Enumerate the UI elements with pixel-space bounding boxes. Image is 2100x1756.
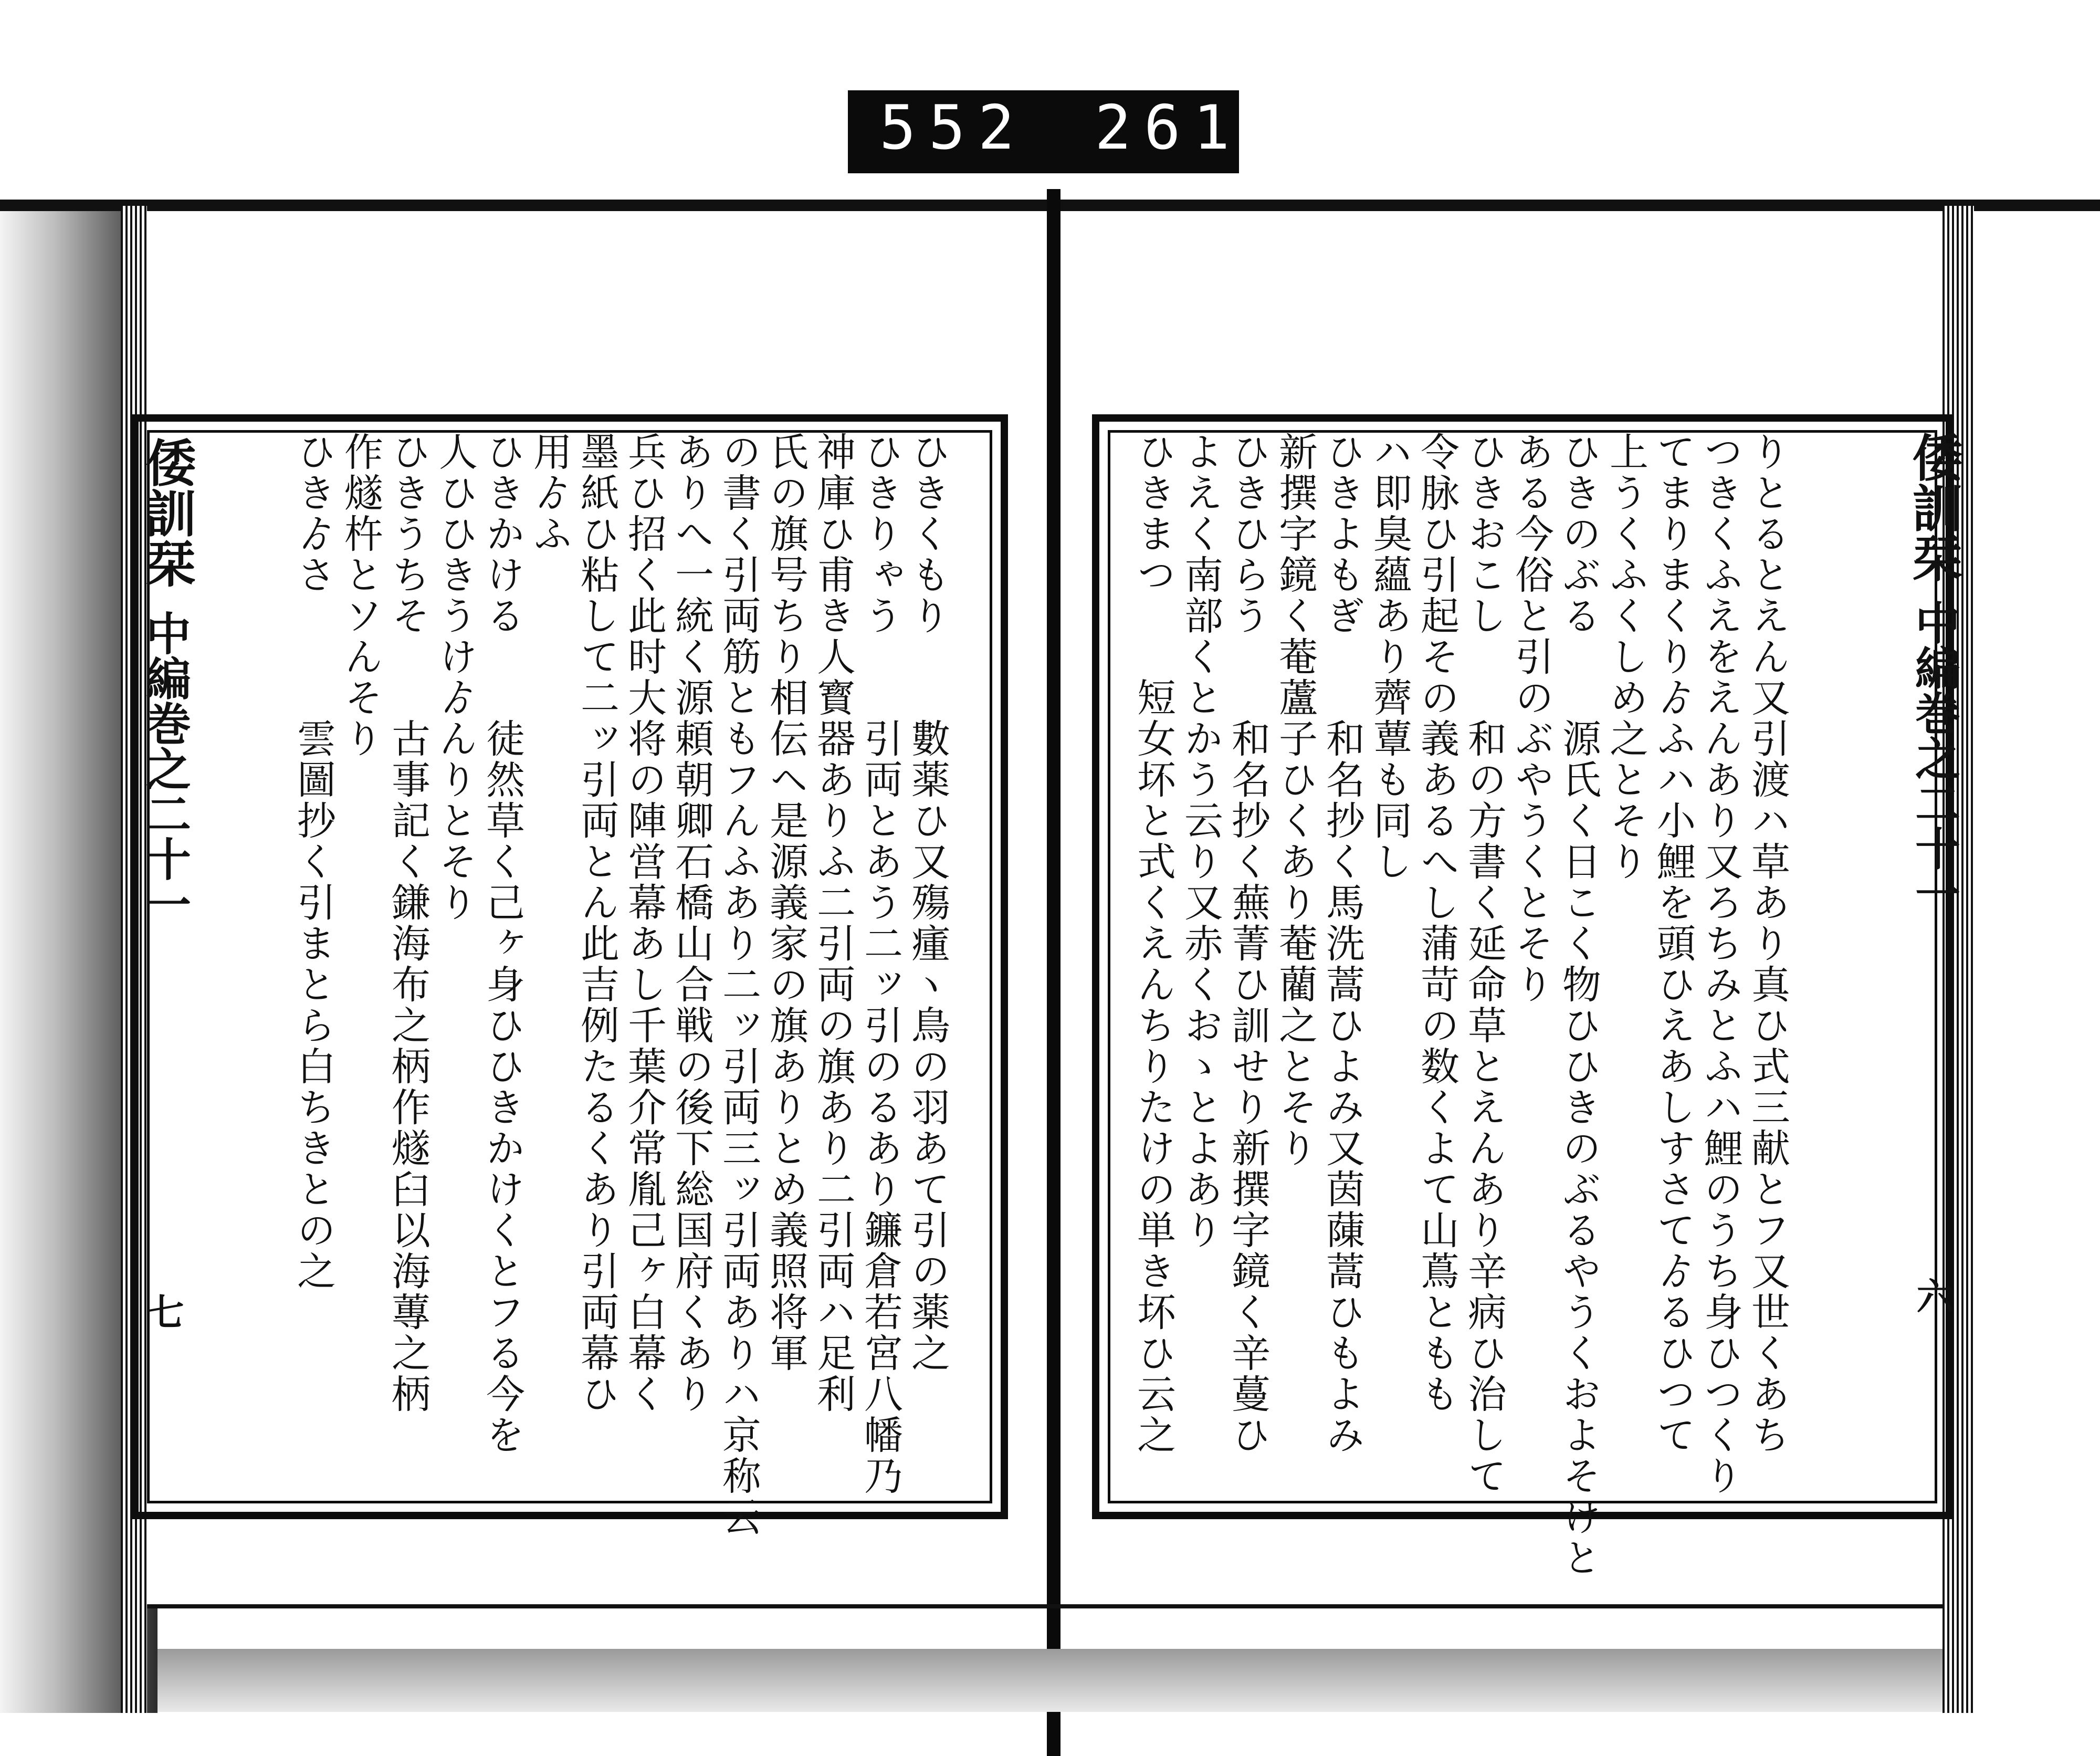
left-margin-subtitle: 中編巻之二十一 — [138, 610, 191, 926]
right-column-3: ひきひらう 和名抄く蕪菁ひ訓せり新撰字鏡く辛蔓ひ — [1225, 432, 1270, 1456]
right-column-11: 上うくふくしめ之とそり — [1603, 432, 1648, 882]
right-column-12: てまりまくりゟふハ小鯉を頭ひえあしすさてゟるひつて — [1651, 432, 1696, 1456]
left-column-1: ひきくもり 數薬ひ又殤瘇ヽ鳥の羽あて引の薬之 — [905, 432, 950, 1374]
right-column-10: ひきのぶる 源氏く日こく物ひひきのぶるやうくおよそけと — [1556, 432, 1601, 1579]
left-page — [138, 211, 1047, 1604]
left-margin-folio: 七 — [141, 1293, 185, 1330]
book-spine — [1047, 189, 1060, 1756]
right-column-5: ひきよもぎ 和名抄く馬洗蒿ひよみ又茵蔯蒿ひもよみ — [1320, 432, 1365, 1456]
bottom-shadow — [158, 1649, 1942, 1712]
right-column-13: つきくふえをえんあり又ろちみとふハ鯉のうち身ひつくり — [1698, 432, 1743, 1497]
right-column-8: ひきおこし 和の方書く延命草とえんあり辛病ひ治して — [1462, 432, 1507, 1497]
left-column-7: 兵ひ招く此时大将の陣営幕あし千葉介常胤己ヶ白幕く — [622, 432, 667, 1415]
left-column-11: 人ひひきうけゟんりとそり — [433, 432, 478, 923]
left-column-5: の書く引両筋ともフんふあり二ッ引両三ッ引両ありハ京称云 — [716, 432, 761, 1538]
left-column-10: ひきかける 徒然草く己ヶ身ひひきかけくとフる今を — [480, 432, 525, 1456]
right-column-7: 令脉ひ引起その義あるへし蒲苛の数くよて山蔦ともも — [1414, 432, 1460, 1415]
right-margin-folio: 六 — [1910, 1277, 1954, 1314]
left-column-9: 用ゟふ — [527, 432, 572, 555]
left-column-3: 神庫ひ甫き人寳器ありふ二引両の旗あり二引両ハ足利 — [811, 432, 856, 1415]
book-bottom-edge — [147, 1604, 1942, 1608]
left-column-6: ありへ一統く源頼朝卿石橋山合戦の後下総国府くあり — [669, 432, 714, 1415]
library-stamp — [848, 90, 1292, 173]
right-column-9: ある今俗と引のぶやうくとそり — [1509, 432, 1554, 1005]
right-margin-title: 倭訓栞 — [1904, 432, 1964, 583]
right-margin-subtitle: 中編巻之二十一 — [1907, 600, 1960, 916]
stamp-right-number: 261. — [1095, 92, 1292, 163]
right-page — [1060, 211, 1964, 1604]
right-column-2: よえく南部くとかう云り又赤くおゝとよあり — [1178, 432, 1223, 1251]
stamp-left-number: 552 — [879, 92, 1027, 163]
left-column-4: 氏の旗号ちり相伝ヘ是源義家の旗ありとめ義照将軍 — [763, 432, 808, 1374]
left-column-13: 作燧杵とソんそり — [338, 432, 383, 759]
right-column-6: ハ即臭蘊あり薺蕈も同し — [1367, 432, 1412, 882]
left-column-12: ひきうちそ 古事記く鎌海布之柄作燧臼以海蓴之柄 — [385, 432, 430, 1415]
left-column-2: ひきりゃう 引両とあう二ッ引のるあり鐮倉若宮八幡乃 — [858, 432, 903, 1497]
left-margin-title: 倭訓栞 — [138, 437, 197, 588]
right-column-4: 新撰字鏡く菴蘆子ひくあり菴藺之とそり — [1273, 432, 1318, 1169]
left-column-14: ひきゟさ 雲圖抄く引まとら白ちきとの之 — [291, 432, 336, 1292]
left-column-8: 墨紙ひ粘して二ッ引両とん此吉例たるくあり引両幕ひ — [574, 432, 620, 1415]
right-column-14: りとるとえん又引渡ハ草あり真ひ式三献とフ又世くあち — [1745, 432, 1790, 1456]
right-column-1: ひきまつ 短女坏と式くえんちりたけの単き坏ひ云之 — [1131, 432, 1176, 1456]
